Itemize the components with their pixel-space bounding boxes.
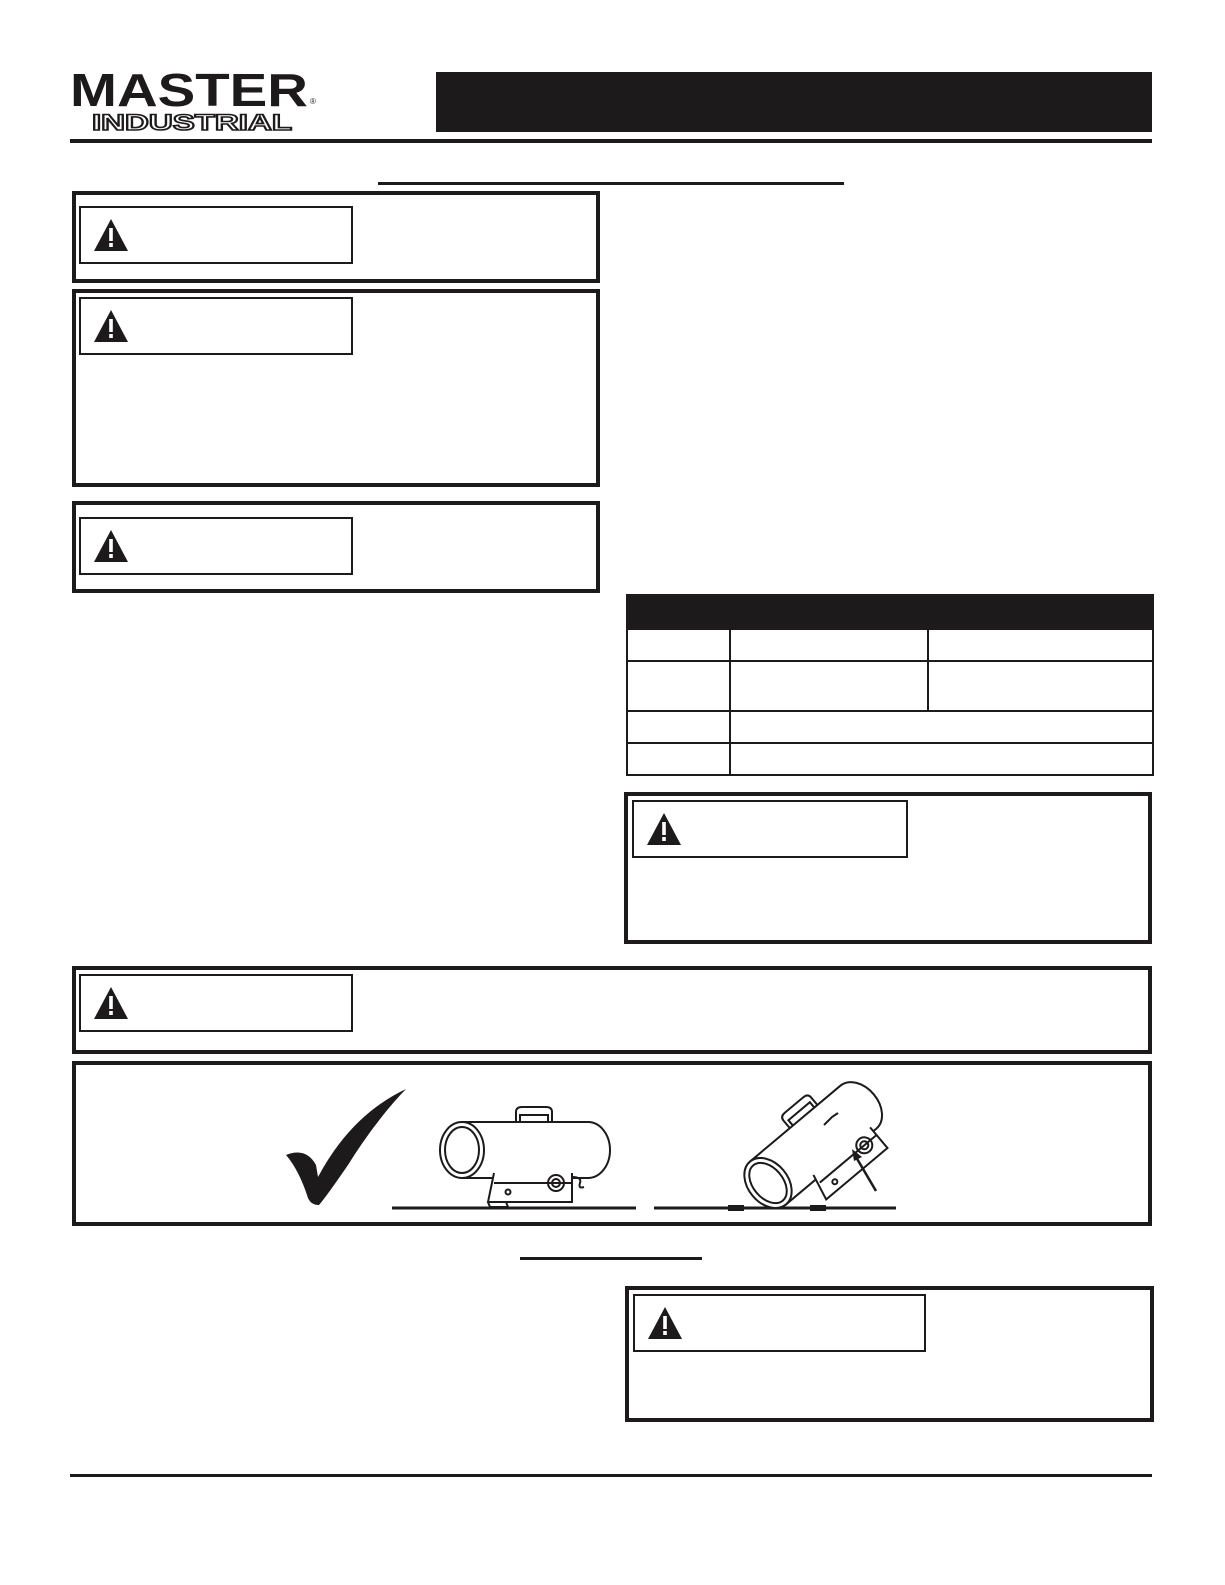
warning-label-1 (79, 206, 353, 264)
warning-label-5 (79, 974, 353, 1032)
checkmark-icon (286, 1089, 406, 1205)
table-row (627, 711, 1153, 743)
warning-box-5 (72, 966, 1152, 1054)
table-header-cell (627, 595, 1153, 629)
warning-box-6 (625, 1286, 1154, 1422)
table-cell (627, 711, 730, 743)
warning-box-3 (72, 501, 600, 593)
table-cell (730, 743, 1153, 775)
table-cell (627, 743, 730, 775)
table-cell (627, 661, 730, 711)
table-cell (928, 629, 1153, 661)
heater-orientation-figure (72, 1061, 1152, 1226)
warning-triangle-icon (93, 986, 129, 1020)
warning-label-4 (632, 800, 908, 858)
table-cell (730, 711, 1153, 743)
table-row (627, 661, 1153, 711)
warning-label-3 (79, 517, 353, 575)
table-header-row (627, 595, 1153, 629)
warning-triangle-icon (647, 1306, 683, 1340)
warning-box-2 (72, 289, 600, 487)
header-title-bar (436, 72, 1152, 132)
section-heading-underline-2 (520, 1257, 702, 1260)
header-rule (70, 139, 1152, 143)
logo-registered-mark: ® (310, 97, 316, 106)
brand-logo (70, 68, 320, 136)
warning-box-4 (624, 792, 1152, 944)
table-row (627, 743, 1153, 775)
warning-triangle-icon (93, 529, 129, 563)
logo-text-top: MASTER (70, 68, 308, 116)
warning-triangle-icon (93, 309, 129, 343)
warning-triangle-icon (646, 812, 682, 846)
warning-label-6 (633, 1294, 926, 1352)
heater-upright-icon (392, 1107, 636, 1208)
table-cell (730, 661, 928, 711)
table-cell (730, 629, 928, 661)
footer-rule (70, 1474, 1152, 1477)
warning-triangle-icon (93, 218, 129, 252)
logo-text-bottom: INDUSTRIAL (92, 110, 292, 135)
table-cell (627, 629, 730, 661)
heater-tilted-icon (654, 1065, 906, 1222)
specifications-table (626, 594, 1154, 776)
section-heading-underline-1 (378, 182, 844, 185)
warning-label-2 (79, 297, 353, 355)
warning-box-1 (72, 191, 600, 283)
heater-illustrations (76, 1065, 1148, 1222)
table-cell (928, 661, 1153, 711)
table-row (627, 629, 1153, 661)
master-industrial-logo (70, 68, 320, 136)
